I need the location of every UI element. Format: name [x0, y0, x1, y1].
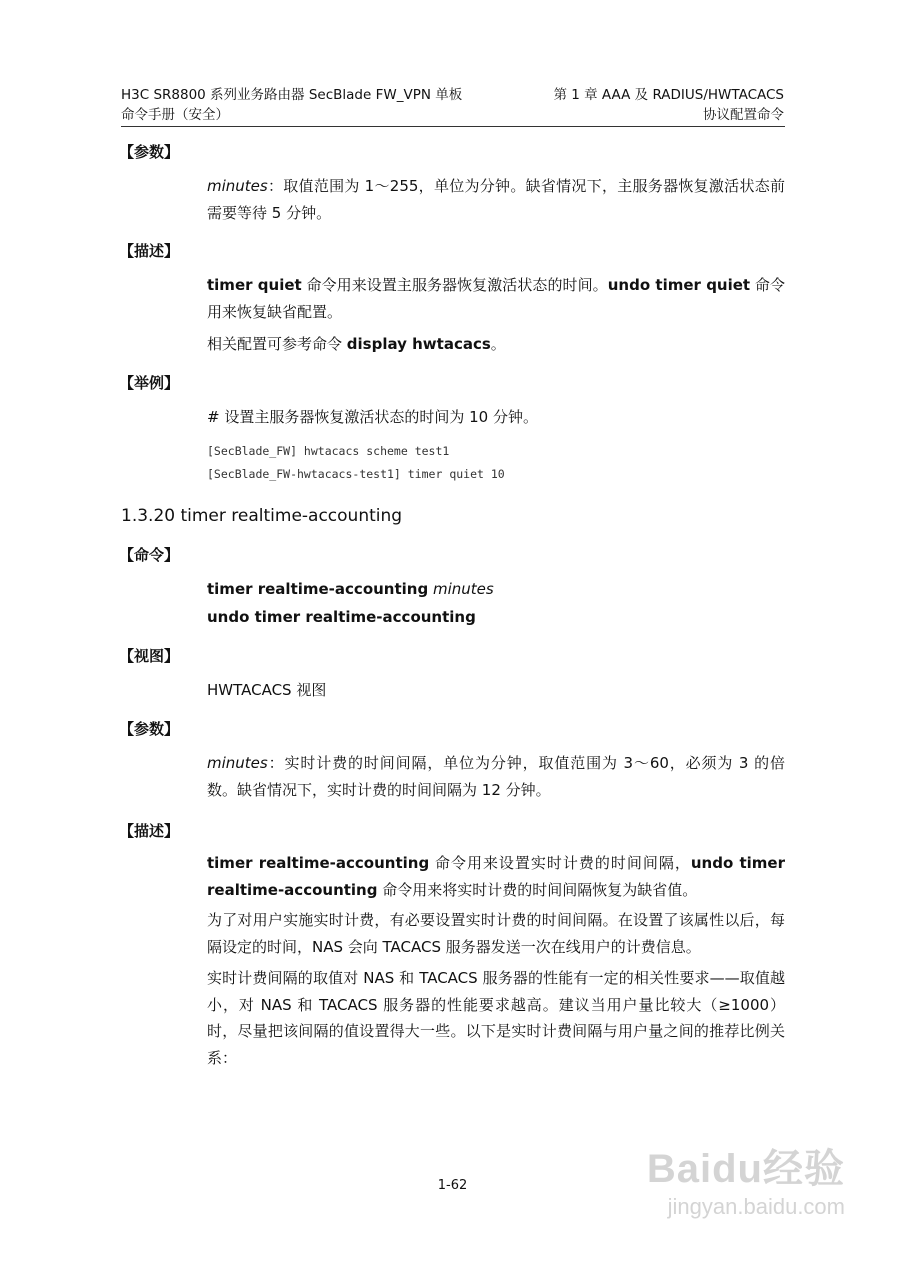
doc-title: H3C SR8800 系列业务路由器 SecBlade FW_VPN 单板	[121, 87, 463, 103]
example-label: 【举例】	[119, 374, 180, 392]
page-number: 1-62	[437, 1178, 468, 1193]
example-comment: # 设置主服务器恢复激活状态的时间为 10 分钟。	[207, 408, 538, 426]
params-label: 【参数】	[119, 143, 180, 161]
view-text: HWTACACS 视图	[207, 681, 327, 699]
description-paragraph	[207, 850, 785, 903]
params-paragraph	[207, 750, 785, 803]
param-text: ：实时计费的时间间隔，单位为分钟，取值范围为 3～60，必须为 3 的倍数。缺省情况下，实时计费的时间间隔为 12 分钟。	[207, 754, 785, 799]
command-keyword: display hwtacacs	[346, 335, 491, 353]
related-text: 相关配置可参考命令	[207, 335, 347, 353]
description-label: 【描述】	[119, 822, 180, 840]
command-keyword: undo timer realtime-accounting	[207, 608, 476, 626]
param-name: minutes	[433, 580, 494, 598]
command-keyword: timer realtime-accounting	[207, 854, 430, 872]
command-keyword: undo timer quiet	[607, 276, 751, 294]
command-syntax-undo	[207, 604, 785, 631]
param-text: ：取值范围为 1～255，单位为分钟。缺省情况下，主服务器恢复激活状态前需要等待 5 分钟。	[207, 177, 785, 222]
description-paragraph	[207, 272, 785, 325]
baidu-watermark	[647, 1145, 845, 1221]
params-paragraph	[207, 173, 785, 226]
related-commands-paragraph	[207, 331, 785, 358]
page-header-right	[553, 85, 784, 125]
chapter-subtitle: 协议配置命令	[703, 107, 784, 123]
command-label: 【命令】	[119, 546, 180, 564]
header-divider	[121, 126, 785, 127]
command-syntax	[207, 576, 785, 603]
description-text: 命令用来设置实时计费的时间间隔，	[429, 854, 691, 872]
description-text: 命令用来恢复缺省配置。	[207, 276, 785, 321]
description-label: 【描述】	[119, 242, 180, 260]
chapter-title: 第 1 章 AAA 及 RADIUS/HWTACACS	[553, 87, 784, 103]
code-line: [SecBlade_FW] hwtacacs scheme test1	[207, 444, 450, 458]
code-line: [SecBlade_FW-hwtacacs-test1] timer quiet 10	[207, 467, 505, 481]
description-text: 命令用来将实时计费的时间间隔恢复为缺省值。	[377, 880, 698, 899]
param-name: minutes	[207, 177, 268, 195]
description-text: 命令用来设置主服务器恢复激活状态的时间。	[301, 276, 608, 294]
description-paragraph-3: 实时计费间隔的取值对 NAS 和 TACACS 服务器的性能有一定的相关性要求——取值越小，对 NAS 和 TACACS 服务器的性能要求越高。建议当用户量比较大（≥1000）时，尽量把该间隔的值设置得大一些。以下是实时计费间隔与用户量之间的推荐比例关系：	[207, 969, 785, 1067]
command-keyword: timer quiet	[207, 276, 302, 294]
punctuation: 。	[490, 335, 506, 353]
param-name: minutes	[207, 754, 268, 772]
doc-subtitle: 命令手册（安全）	[121, 107, 229, 123]
command-keyword: undo timer realtime-accounting	[207, 854, 785, 899]
watermark-url: jingyan.baidu.com	[667, 1194, 845, 1219]
params-label: 【参数】	[119, 720, 180, 738]
watermark-logo: Baidu经验	[646, 1147, 845, 1191]
description-paragraph-2: 为了对用户实施实时计费，有必要设置实时计费的时间间隔。在设置了该属性以后，每隔设定的时间，NAS 会向 TACACS 服务器发送一次在线用户的计费信息。	[207, 911, 785, 956]
command-keyword: timer realtime-accounting	[207, 580, 429, 598]
section-heading: 1.3.20 timer realtime-accounting	[121, 506, 403, 526]
page-header-left	[121, 85, 462, 125]
view-label: 【视图】	[119, 647, 180, 665]
